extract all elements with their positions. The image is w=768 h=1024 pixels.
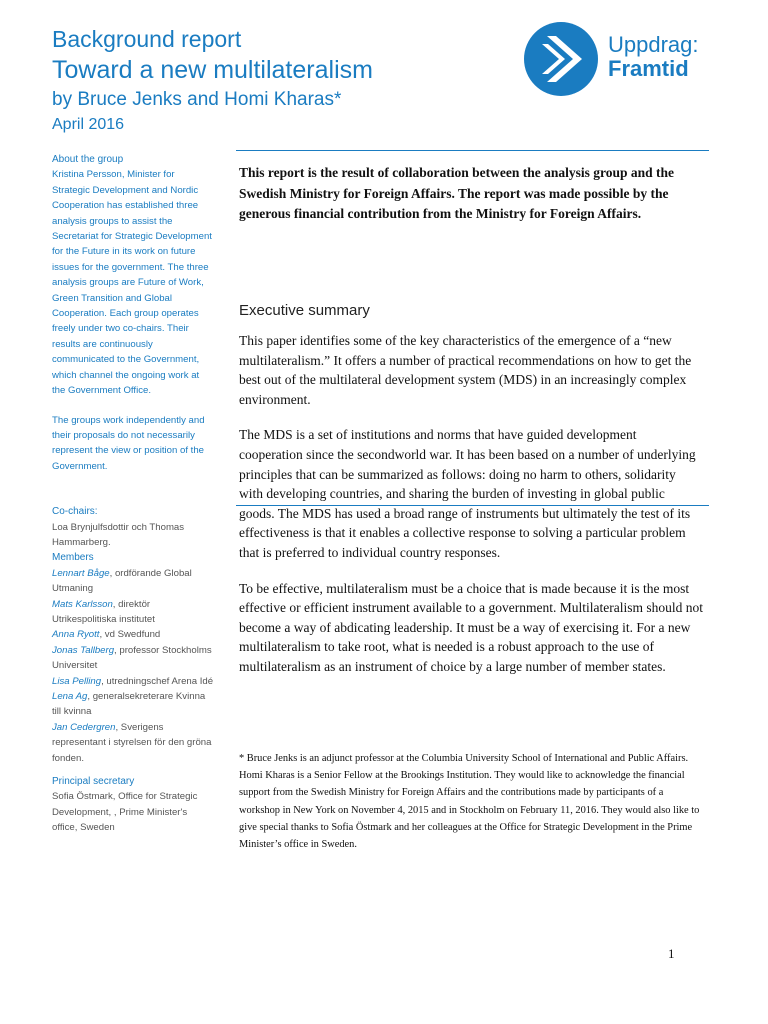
list-item: Mats Karlsson, direktör Utrikespolitiska institutet — [52, 598, 155, 625]
paragraph: The MDS is a set of institutions and norms that have guided development cooperation since the secondworld war. It has been based on a number of underlying principles that can be summarized as follows: doing no harm to others, solidarity with developing countries, and sharing the burden of investing in global public goods. The MDS has used a broad range of instruments but ultimately the test of its effectiveness is that it enables a collective response to solving a particular problem that is preferred to individual country responses. — [239, 427, 696, 560]
executive-summary-heading: Executive summary — [239, 302, 370, 319]
report-authors: by Bruce Jenks and Homi Kharas* — [52, 89, 342, 110]
members-list — [52, 566, 214, 766]
report-date: April 2016 — [52, 116, 125, 133]
report-type: Background report — [52, 26, 242, 52]
report-title: Toward a new multilateralism — [52, 56, 373, 84]
logo — [524, 22, 724, 96]
chevron-right-circle-icon — [524, 22, 598, 96]
intro-statement: This report is the result of collaboration between the analysis group and the Swedish Ministry for Foreign Affairs. The report was made possible by the generous financial contribution from the Ministry for Foreign Affairs. — [239, 165, 675, 221]
paragraph: This paper identifies some of the key characteristics of the emergence of a “new multilateralism.” It offers a number of practical recommendations on how to get the best out of the multilateral development system (MDS) in an increasingly complex environment. — [239, 333, 692, 407]
list-item: Jonas Tallberg, professor Stockholms Universitet — [52, 644, 212, 672]
members-heading: Members — [52, 552, 94, 564]
logo-text-framtid: Framtid — [608, 56, 689, 81]
paragraph: To be effective, multilateralism must be a choice that is made because it is the most effective or efficient instrument available to a government. Multilateralism should not become a way of abdicating leadership. It must be a way of exercising it. For a new multilateralism to take root, what is needed is a robust approach to the use of multilateralism as an instrument of choice by a large number of member states. — [239, 580, 703, 674]
secretary-heading: Principal secretary — [52, 776, 135, 788]
secretary-text: Sofia Östmark, Office for Strategic Development, , Prime Minister's office, Sweden — [52, 791, 198, 834]
list-item: Lena Ag, generalsekreterare Kvinna till kvinna — [52, 691, 206, 718]
list-item: Lennart Båge, ordförande Global Utmaning — [52, 567, 192, 595]
sidebar — [52, 152, 214, 836]
about-text: Kristina Persson, Minister for Strategic Development and Nordic Cooperation has established three analysis groups to assist the Secretariat for Strategic Development for the Future in its work on future issues for the government. The three analysis groups are Future of Work, Green Transition and Global Cooperation. Each group operates freely under two co-chairs. Their results are continuously communicated to the Government, which channel the ongoing work at the Government Office. — [52, 169, 212, 397]
cochairs-text: Loa Brynjulfsdottir och Thomas Hammarberg. — [52, 521, 185, 548]
divider — [236, 150, 709, 151]
cochairs-heading: Co-chairs: — [52, 506, 98, 518]
page-number: 1 — [668, 946, 675, 961]
logo-text-uppdrag: Uppdrag: — [608, 32, 699, 57]
about-heading: About the group — [52, 154, 124, 165]
list-item: Lisa Pelling, utredningschef Arena Idé — [52, 675, 214, 687]
list-item: Jan Cedergren, Sverigens representant i styrelsen för den gröna fonden. — [52, 721, 212, 764]
independence-text: The groups work independently and their proposals do not necessarily represent the view or position of the Government. — [52, 414, 205, 472]
list-item: Anna Ryott, vd Swedfund — [52, 629, 161, 641]
executive-summary-body — [239, 331, 703, 693]
footnote: * Bruce Jenks is an adjunct professor at the Columbia University School of International and Public Affairs. Homi Kharas is a Senior Fellow at the Brookings Institution. They would like to acknowledge the financial support from the Swedish Ministry for Foreign Affairs and the contributions made by participants of a workshop in New York on November 4, 2015 and in Stockholm on February 11, 2016. They would also like to give special thanks to Sofia Östmark and her colleagues at the Office for Strategic Development in the Prime Minister’s office in Sweden. — [239, 753, 700, 851]
